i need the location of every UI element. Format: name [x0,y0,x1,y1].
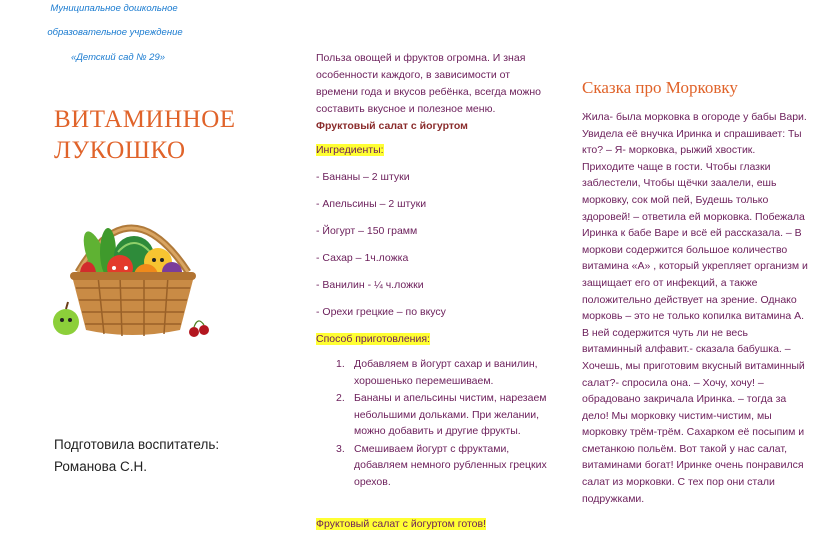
recipe-title: Фруктовый салат с йогуртом [316,120,468,132]
step-number: 3. [336,442,345,455]
method-heading [316,331,430,348]
title-line-2: ЛУКОШКО [54,137,186,164]
author-label: Подготовила воспитатель: [54,437,220,452]
ingredient-item: - Йогурт – 150 грамм [316,225,418,237]
ingredient-item: - Ванилин - ¼ ч.ложки [316,279,424,291]
tale-text: Жила- была морковка в огороде у бабы Вари. Увидела её внучка Иринка и спрашивает: Ты кто? – Я- морковка, рыжий хвостик. Приходите чаще в гости. Чтобы глазки заблестели, Чтобы щёчки заалели, ешь морковку, сок мой пей, Будешь только здоровей! – ответила ей морковка. Побежала Иринка к бабе Варе и всё ей рассказала. – В моркови содержится большое количество витамина «А» , который укрепляет организм и защищает его от инфекций, а также положительно действует на зрение. Однако морковь – это не только копилка витамина А. В ней содержится чуть ли не весь витаминный алфавит.- сказала бабушка. – Хочешь, мы приготовим вкусный витаминный салат?- спросила она. – Хочу, хочу! – обрадовано закричала Иринка. – тогда за дело! Мы морковку чистим-чистим, мы морковку трём-трём. Сахарком её посыпим и сметанкою польём. Вот такой у нас салат, витаминами богат! Иринке очень понравился салат из морковки. С тех пор они стали подружками. [582,111,808,505]
ingredient-item: - Сахар – 1ч.ложка [316,252,409,264]
org-line-1: Муниципальное дошкольное [50,3,178,14]
step-text: Добавляем в йогурт сахар и ванилин, хорошенько перемешиваем. [354,358,538,387]
intro-paragraph [316,50,541,135]
step-text: Смешиваем йогурт с фруктами, добавляем немного рубленных грецких орехов. [354,442,547,488]
step-item [316,390,548,440]
tale-title: Сказка про Морковку [582,78,738,97]
step-number: 1. [336,358,345,370]
org-line-3: «Детский сад № 29» [70,52,166,63]
step-item [316,441,548,491]
page-title [54,104,236,166]
step-item [316,356,548,389]
ingredient-item: - Апельсины – 2 штуки [316,198,427,210]
ingredient-item: - Орехи грецкие – по вкусу [316,306,446,318]
step-text: Бананы и апельсины чистим, нарезаем небольшими дольками. При желании, можно добавить и другие фрукты. [354,392,547,437]
intro-text: Польза овощей и фруктов огромна. И зная особенности каждого, в зависимости от времени года и вкусов ребёнка, всегда можно составить вкусное и полезное меню. [316,52,542,115]
author-name: Романова С.Н. [54,459,147,474]
step-number: 2. [336,392,345,404]
method-heading-text: Способ приготовления: [316,333,430,345]
ingredients-heading-text: Ингредиенты: [316,144,384,156]
ingredients-heading [316,142,384,159]
author-block [54,434,219,478]
steps-list [316,356,548,490]
fruit-basket-icon [48,194,212,344]
title-line-1: ВИТАМИННОЕ [54,106,236,133]
ingredient-item: - Бананы – 2 штуки [316,171,410,183]
org-line-2: образовательное учреждение [47,27,183,38]
done-line [316,516,486,533]
done-text: Фруктовый салат с йогуртом готов! [316,518,486,530]
